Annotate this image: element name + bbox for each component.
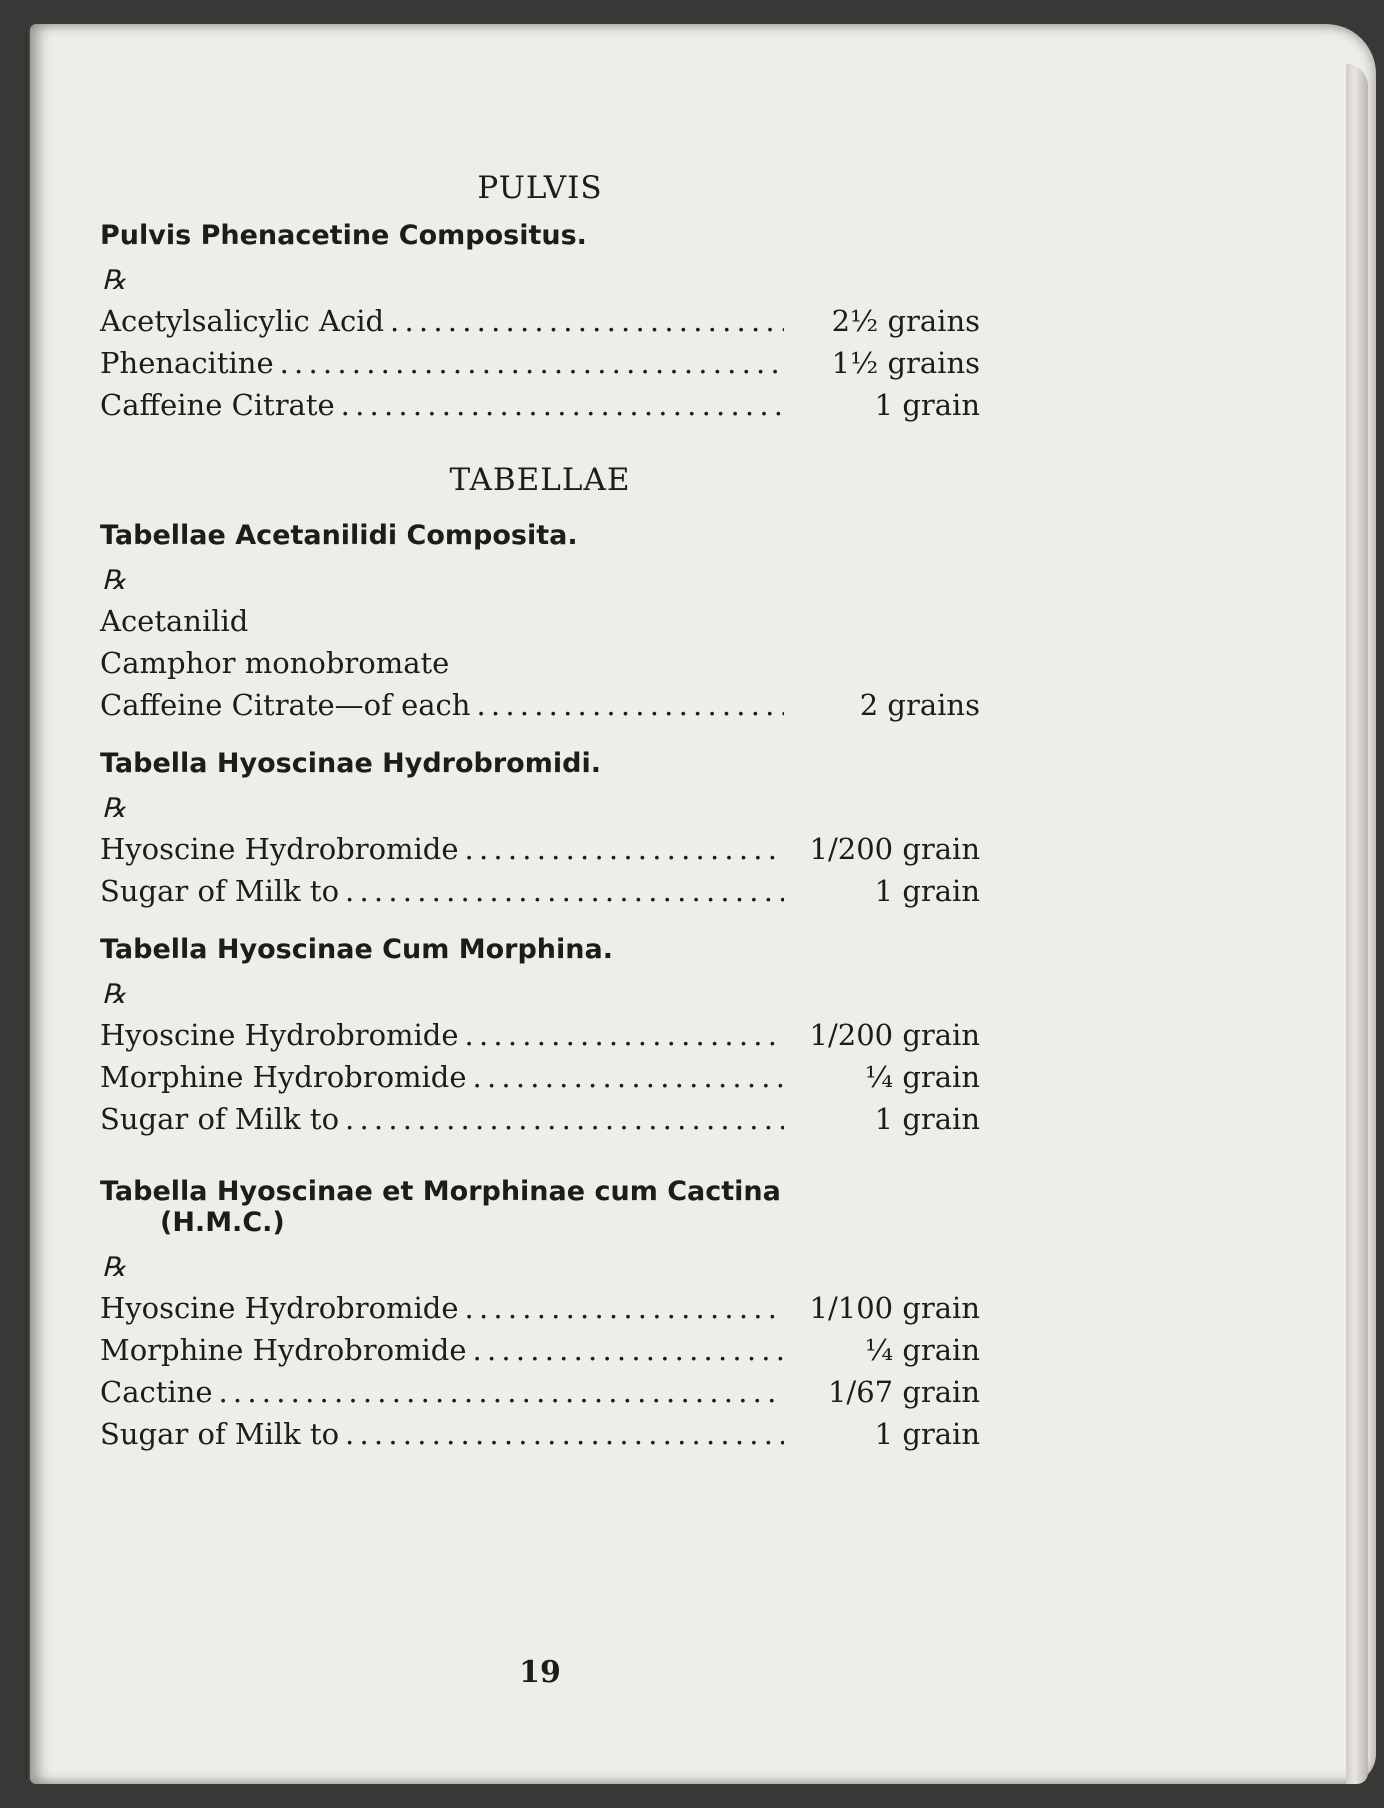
formula-title: Tabellae Acetanilidi Composita. — [100, 520, 578, 551]
ingredient-row — [100, 684, 980, 726]
ingredient-name: Phenacitine — [100, 346, 274, 380]
ingredient-name: Cactine — [100, 1375, 213, 1409]
rx-symbol: ℞ — [102, 565, 127, 596]
ingredient-row — [100, 1056, 980, 1098]
ingredient-amount: 1/200 grain — [809, 832, 980, 866]
ingredient-name: Caffeine Citrate — [100, 388, 335, 422]
ingredient-row — [100, 384, 980, 426]
ingredient-amount: ¼ grain — [865, 1060, 980, 1094]
ingredient-name: Hyoscine Hydrobromide — [100, 832, 459, 866]
leader-dots — [476, 684, 784, 726]
leader-dots — [473, 1329, 784, 1371]
section-heading-tabellae: TABELLAE — [449, 462, 631, 498]
rx-symbol: ℞ — [102, 1252, 127, 1283]
ingredient-row — [100, 342, 980, 384]
ingredient-amount: 1/67 grain — [827, 1375, 980, 1409]
rx-symbol: ℞ — [102, 793, 127, 824]
formula-title: Tabella Hyoscinae Cum Morphina. — [100, 934, 613, 965]
leader-dots — [345, 870, 784, 912]
ingredient-amount: 1 grain — [874, 388, 980, 422]
leader-dots — [465, 1014, 784, 1056]
ingredient-row — [100, 1329, 980, 1371]
leader-dots — [280, 342, 784, 384]
ingredient-amount: 1 grain — [874, 874, 980, 908]
ingredient-amount: 2½ grains — [831, 304, 980, 338]
ingredient-name: Camphor monobromate — [100, 646, 450, 680]
ingredient-name: Morphine Hydrobromide — [100, 1060, 467, 1094]
ingredient-name: Morphine Hydrobromide — [100, 1333, 467, 1367]
ingredient-amount: 1 grain — [874, 1417, 980, 1451]
ingredient-amount: ¼ grain — [865, 1333, 980, 1367]
ingredient-name: Hyoscine Hydrobromide — [100, 1018, 459, 1052]
leader-dots — [390, 300, 784, 342]
leader-dots — [219, 1371, 785, 1413]
formula-title: Tabella Hyoscinae et Morphinae cum Cactina — [100, 1176, 781, 1207]
ingredient-amount: 1 grain — [874, 1102, 980, 1136]
ingredient-name: Hyoscine Hydrobromide — [100, 1291, 459, 1325]
ingredient-name: Sugar of Milk to — [100, 874, 340, 908]
ingredient-row — [100, 1371, 980, 1413]
ingredient-name: Sugar of Milk to — [100, 1102, 340, 1136]
ingredient-row — [100, 1287, 980, 1329]
ingredient-row — [100, 300, 980, 342]
ingredient-name: Sugar of Milk to — [100, 1417, 340, 1451]
ingredient-row — [100, 642, 980, 684]
ingredient-amount: 1½ grains — [831, 346, 980, 380]
formula-title: Pulvis Phenacetine Compositus. — [100, 220, 587, 251]
leader-dots — [341, 384, 784, 426]
page-content — [100, 170, 980, 1690]
ingredient-amount: 1/200 grain — [809, 1018, 980, 1052]
ingredient-amount: 1/100 grain — [809, 1291, 980, 1325]
ingredient-name: Acetylsalicylic Acid — [100, 304, 385, 338]
rx-symbol: ℞ — [102, 265, 127, 296]
ingredient-row — [100, 870, 980, 912]
leader-dots — [465, 1287, 784, 1329]
leader-dots — [473, 1056, 784, 1098]
leader-dots — [465, 828, 784, 870]
ingredient-amount: 2 grains — [859, 688, 980, 722]
ingredient-row — [100, 1014, 980, 1056]
formula-title: Tabella Hyoscinae Hydrobromidi. — [100, 748, 601, 779]
ingredient-name: Acetanilid — [100, 604, 249, 638]
formula-subtitle: (H.M.C.) — [160, 1207, 285, 1238]
leader-dots — [345, 1098, 784, 1140]
page-edge — [1346, 64, 1368, 1784]
ingredient-name: Caffeine Citrate—of each — [100, 688, 471, 722]
rx-symbol: ℞ — [102, 979, 127, 1010]
leader-dots — [345, 1413, 784, 1455]
ingredient-row — [100, 828, 980, 870]
ingredient-row — [100, 600, 980, 642]
ingredient-row — [100, 1413, 980, 1455]
section-heading-pulvis: PULVIS — [477, 170, 603, 206]
ingredient-row — [100, 1098, 980, 1140]
page-number: 19 — [519, 1655, 561, 1690]
